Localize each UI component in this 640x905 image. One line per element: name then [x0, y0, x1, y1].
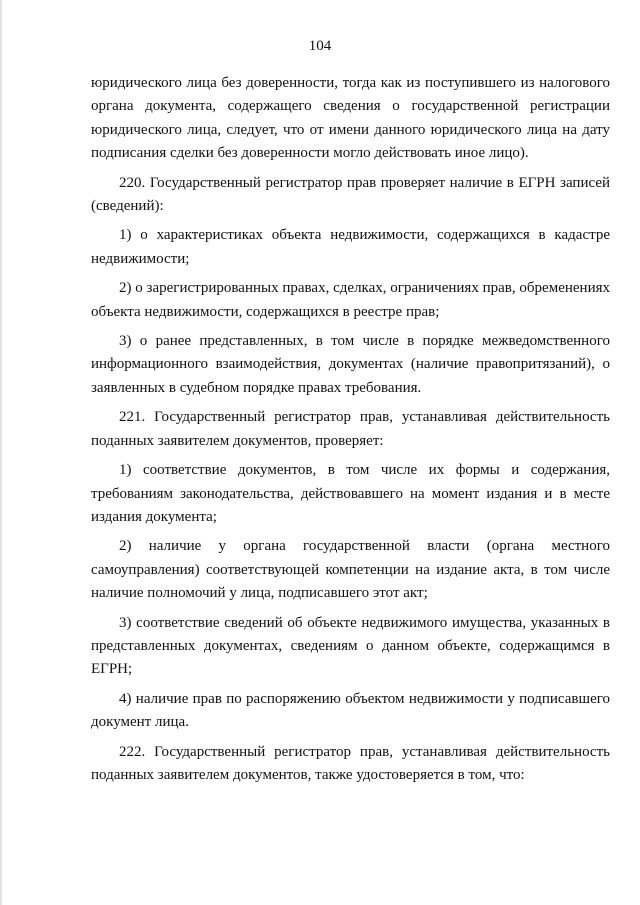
list-item-220-2: 2) о зарегистрированных правах, сделках, ограничениях прав, обременениях объекта недвижимости, содержащихся в реестре прав;: [91, 280, 610, 320]
paragraph-222: 222. Государственный регистратор прав, устанавливая действительность поданных заявителем документов, также удостоверяется в том, что:: [91, 743, 610, 783]
scan-edge: [0, 0, 3, 905]
paragraph-221: 221. Государственный регистратор прав, устанавливая действительность поданных заявителем документов, проверяет:: [91, 409, 610, 449]
list-item-220-3: 3) о ранее представленных, в том числе в порядке межведомственного информационного взаимодействия, документах (наличие правопритязаний), о заявленных в судебном порядке правах требования.: [91, 333, 610, 396]
list-item-221-4: 4) наличие прав по распоряжению объектом недвижимости у подписавшего документ лица.: [91, 690, 610, 731]
document-body: [91, 72, 610, 793]
list-item-221-1: 1) соответствие документов, в том числе их формы и содержания, требованиям законодательства, действовавшего на момент издания и в месте издания документа;: [91, 462, 610, 525]
list-item-221-3: 3) соответствие сведений об объекте недвижимого имущества, указанных в представленных документах, сведениям о данном объекте, содержащимся в ЕГРН;: [91, 614, 610, 678]
paragraph-continuation: юридического лица без доверенности, тогда как из поступившего из налогового органа документа, содержащего сведения о государственной регистрации юридического лица, следует, что от имени данного юридического лица на дату подписания сделки без доверенности могло действовать иное лицо).: [91, 75, 610, 162]
paragraph-220: 220. Государственный регистратор прав проверяет наличие в ЕГРН записей (сведений):: [91, 174, 610, 215]
list-item-221-2: 2) наличие у органа государственной власти (органа местного самоуправления) соответствующей компетенции на издание акта, в том числе наличие полномочий у лица, подписавшего этот акт;: [91, 538, 610, 602]
page-number: 104: [308, 38, 332, 54]
list-item-220-1: 1) о характеристиках объекта недвижимости, содержащихся в кадастре недвижимости;: [91, 227, 610, 267]
